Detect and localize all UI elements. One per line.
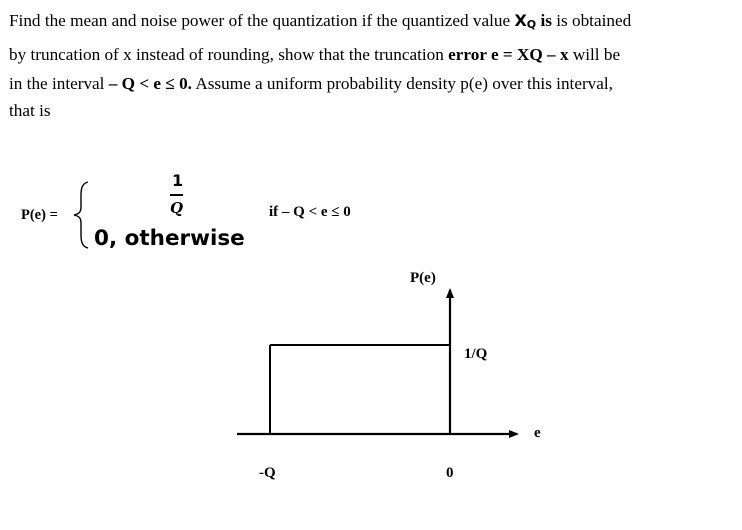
problem-line-4: that is: [9, 100, 51, 120]
origin-label: 0: [446, 465, 454, 481]
error-expression: XQ – x: [516, 44, 569, 64]
problem-line-2: by truncation of x instead of rounding, show that the truncation error e = XQ – x will be: [9, 44, 621, 64]
xq-word-is: is: [536, 11, 552, 30]
problem-line-3: in the interval – Q < e ≤ 0. Assume a uniform probability density p(e) over this interval,: [9, 74, 613, 93]
equation-condition: if – Q < e ≤ 0: [269, 204, 351, 220]
left-tick-label: -Q: [259, 465, 276, 481]
equation-otherwise: 0, otherwise: [94, 226, 245, 251]
problem-text: Find the mean and noise power of the quantization if the quantized value: [9, 11, 515, 30]
x-axis-label: e: [534, 425, 541, 441]
xq-symbol: $X_Q$: [514, 11, 537, 31]
interval-expression: – Q < e ≤ 0.: [108, 74, 192, 93]
height-label: 1/Q: [464, 346, 488, 362]
fraction-numerator: 1: [172, 171, 184, 190]
y-axis-label: P(e): [410, 270, 436, 286]
equation-lhs: P(e) =: [21, 207, 58, 223]
fraction-denominator: Q: [170, 199, 184, 217]
problem-text-end: is obtained: [551, 11, 632, 30]
error-definition: error e =: [448, 44, 517, 64]
